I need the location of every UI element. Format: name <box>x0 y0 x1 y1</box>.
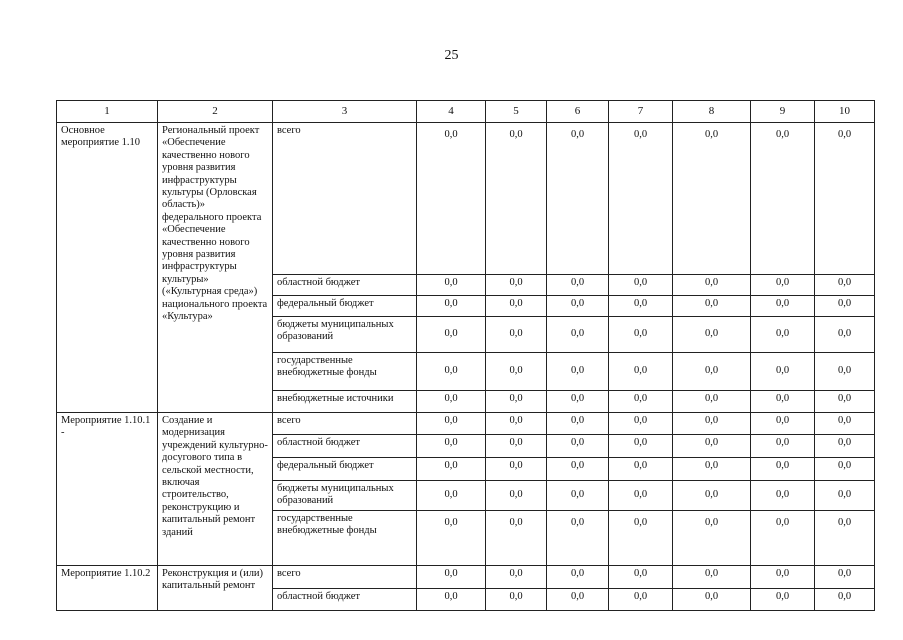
page-number: 25 <box>444 48 459 63</box>
value-cell: 0,0 <box>815 481 875 511</box>
value-cell: 0,0 <box>673 588 751 610</box>
value-cell: 0,0 <box>417 481 486 511</box>
value-cell: 0,0 <box>486 435 547 458</box>
value-cell: 0,0 <box>609 296 673 317</box>
activity-name: Мероприятие 1.10.1 - <box>57 413 158 566</box>
value-cell: 0,0 <box>417 458 486 481</box>
value-cell: 0,0 <box>486 481 547 511</box>
value-cell: 0,0 <box>486 413 547 435</box>
value-cell: 0,0 <box>815 317 875 353</box>
header-cell: 4 <box>417 101 486 123</box>
value-cell: 0,0 <box>751 275 815 296</box>
value-cell: 0,0 <box>547 588 609 610</box>
value-cell: 0,0 <box>673 458 751 481</box>
value-cell: 0,0 <box>417 123 486 275</box>
value-cell: 0,0 <box>417 296 486 317</box>
value-cell: 0,0 <box>609 565 673 588</box>
value-cell: 0,0 <box>417 588 486 610</box>
header-row <box>57 101 875 123</box>
value-cell: 0,0 <box>673 565 751 588</box>
value-cell: 0,0 <box>673 296 751 317</box>
value-cell: 0,0 <box>547 123 609 275</box>
value-cell: 0,0 <box>417 317 486 353</box>
value-cell: 0,0 <box>547 510 609 565</box>
value-cell: 0,0 <box>673 123 751 275</box>
value-cell: 0,0 <box>547 275 609 296</box>
table-row <box>57 413 875 435</box>
value-cell: 0,0 <box>417 353 486 391</box>
value-cell: 0,0 <box>751 510 815 565</box>
activity-name: Основное мероприятие 1.10 <box>57 123 158 413</box>
funding-source: всего <box>273 565 417 588</box>
value-cell: 0,0 <box>486 458 547 481</box>
value-cell: 0,0 <box>417 413 486 435</box>
value-cell: 0,0 <box>547 435 609 458</box>
table-row <box>57 123 875 275</box>
value-cell: 0,0 <box>417 565 486 588</box>
value-cell: 0,0 <box>609 435 673 458</box>
header-cell: 8 <box>673 101 751 123</box>
value-cell: 0,0 <box>673 510 751 565</box>
header-cell: 3 <box>273 101 417 123</box>
value-cell: 0,0 <box>609 275 673 296</box>
value-cell: 0,0 <box>751 317 815 353</box>
value-cell: 0,0 <box>547 317 609 353</box>
value-cell: 0,0 <box>673 275 751 296</box>
value-cell: 0,0 <box>609 353 673 391</box>
value-cell: 0,0 <box>815 435 875 458</box>
value-cell: 0,0 <box>417 275 486 296</box>
header-cell: 9 <box>751 101 815 123</box>
value-cell: 0,0 <box>751 565 815 588</box>
value-cell: 0,0 <box>547 413 609 435</box>
header-cell: 6 <box>547 101 609 123</box>
value-cell: 0,0 <box>609 413 673 435</box>
value-cell: 0,0 <box>417 510 486 565</box>
value-cell: 0,0 <box>609 391 673 413</box>
value-cell: 0,0 <box>417 435 486 458</box>
funding-source: областной бюджет <box>273 275 417 296</box>
value-cell: 0,0 <box>751 391 815 413</box>
funding-source: бюджеты муниципальных образований <box>273 481 417 511</box>
value-cell: 0,0 <box>609 458 673 481</box>
value-cell: 0,0 <box>486 565 547 588</box>
table-row <box>57 565 875 588</box>
value-cell: 0,0 <box>815 565 875 588</box>
header-cell: 5 <box>486 101 547 123</box>
value-cell: 0,0 <box>751 458 815 481</box>
funding-source: бюджеты муниципальных образований <box>273 317 417 353</box>
funding-source: федеральный бюджет <box>273 458 417 481</box>
funding-source: всего <box>273 413 417 435</box>
activity-description: Создание и модернизация учреждений культурно-досугового типа в сельской местности, включая строительство, реконструкцию и капитальный ремонт зданий <box>158 413 273 566</box>
value-cell: 0,0 <box>486 353 547 391</box>
value-cell: 0,0 <box>486 123 547 275</box>
value-cell: 0,0 <box>547 296 609 317</box>
value-cell: 0,0 <box>815 391 875 413</box>
value-cell: 0,0 <box>486 275 547 296</box>
value-cell: 0,0 <box>609 317 673 353</box>
value-cell: 0,0 <box>815 510 875 565</box>
value-cell: 0,0 <box>673 413 751 435</box>
value-cell: 0,0 <box>547 458 609 481</box>
value-cell: 0,0 <box>815 296 875 317</box>
value-cell: 0,0 <box>751 123 815 275</box>
value-cell: 0,0 <box>609 588 673 610</box>
value-cell: 0,0 <box>673 353 751 391</box>
value-cell: 0,0 <box>609 510 673 565</box>
value-cell: 0,0 <box>486 510 547 565</box>
value-cell: 0,0 <box>609 123 673 275</box>
value-cell: 0,0 <box>486 391 547 413</box>
header-cell: 10 <box>815 101 875 123</box>
value-cell: 0,0 <box>673 391 751 413</box>
activity-description: Реконструкция и (или) капитальный ремонт <box>158 565 273 610</box>
funding-table <box>56 100 875 611</box>
funding-source: государственные внебюджетные фонды <box>273 510 417 565</box>
value-cell: 0,0 <box>547 565 609 588</box>
value-cell: 0,0 <box>815 413 875 435</box>
value-cell: 0,0 <box>815 458 875 481</box>
header-cell: 7 <box>609 101 673 123</box>
value-cell: 0,0 <box>486 588 547 610</box>
funding-source: государственные внебюджетные фонды <box>273 353 417 391</box>
activity-name: Мероприятие 1.10.2 <box>57 565 158 610</box>
value-cell: 0,0 <box>673 481 751 511</box>
value-cell: 0,0 <box>547 391 609 413</box>
header-cell: 1 <box>57 101 158 123</box>
value-cell: 0,0 <box>547 481 609 511</box>
value-cell: 0,0 <box>609 481 673 511</box>
value-cell: 0,0 <box>815 588 875 610</box>
value-cell: 0,0 <box>486 317 547 353</box>
funding-source: областной бюджет <box>273 588 417 610</box>
value-cell: 0,0 <box>673 435 751 458</box>
funding-source: всего <box>273 123 417 275</box>
value-cell: 0,0 <box>417 391 486 413</box>
funding-source: федеральный бюджет <box>273 296 417 317</box>
header-cell: 2 <box>158 101 273 123</box>
value-cell: 0,0 <box>751 353 815 391</box>
value-cell: 0,0 <box>751 481 815 511</box>
value-cell: 0,0 <box>751 296 815 317</box>
value-cell: 0,0 <box>815 123 875 275</box>
value-cell: 0,0 <box>815 275 875 296</box>
value-cell: 0,0 <box>751 588 815 610</box>
value-cell: 0,0 <box>751 413 815 435</box>
value-cell: 0,0 <box>673 317 751 353</box>
value-cell: 0,0 <box>751 435 815 458</box>
value-cell: 0,0 <box>815 353 875 391</box>
value-cell: 0,0 <box>547 353 609 391</box>
funding-source: областной бюджет <box>273 435 417 458</box>
funding-source: внебюджетные источники <box>273 391 417 413</box>
activity-description: Региональный проект «Обеспечение качественно нового уровня развития инфраструктуры культуры (Орловская область)» федерального проекта «Обеспечение качественно нового уровня развития инфраструктуры культуры» («Культурная среда») национального проекта «Культура» <box>158 123 273 413</box>
value-cell: 0,0 <box>486 296 547 317</box>
